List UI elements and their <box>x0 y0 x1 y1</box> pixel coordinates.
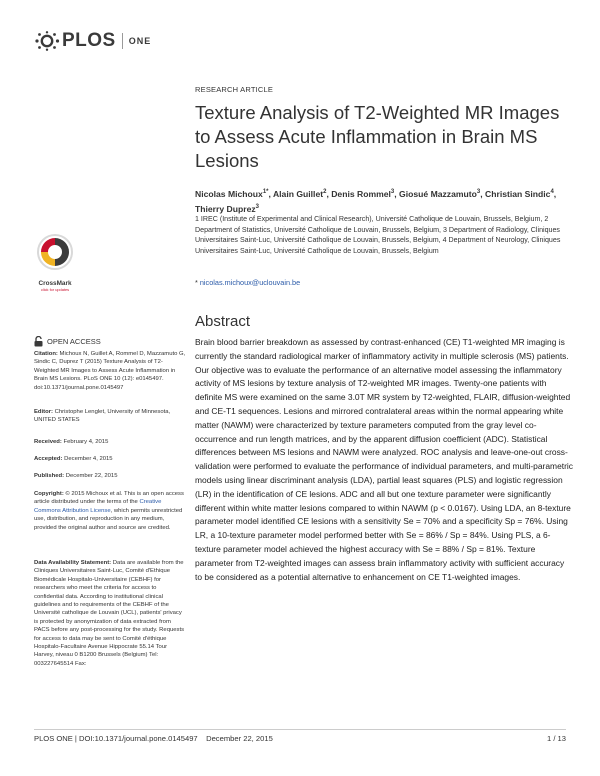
citation-label: Citation: <box>34 351 58 357</box>
crossmark-sublabel: click for updates <box>40 287 70 292</box>
data-availability-text: Data are available from the Cliniques Universitaires Saint-Luc, Comité d'Ethique Biomédicale Hospitalo-Universitaire (CEBHF) for researchers who meet the criteria for access to confidential data. According to institutional clinical guidelines and to requirements of the CEBHF of the Université catholique de Louvain (UCL), patients' privacy is protected by anonymization of data extracted from PACS before any post-processing for the study. Requests for access to data may be sent to Comité d'éthique Hospitalo-Facultaire Avenue Hippocrate 55.14 Tour Harvey, niveau 0 B1200 Brussels (Belgium) Tel: 003227645514 Fax: <box>34 560 185 667</box>
received-block <box>34 438 186 446</box>
footer-citation: PLOS ONE | DOI:10.1371/journal.pone.0145497 December 22, 2015 <box>34 734 273 743</box>
author-affiliation-marker: 2 <box>323 189 327 195</box>
published-label: Published: <box>34 473 65 479</box>
article-title: Texture Analysis of T2-Weighted MR Images to Assess Acute Inflammation in Brain MS Lesions <box>195 102 560 171</box>
copyright-block <box>34 490 186 532</box>
plos-dots-icon <box>34 31 60 51</box>
author-list: Nicolas Michoux$^{1*}$, Alain Guillet$^2$, Denis Rommel$^3$, Giosué Mazzamuto$^3$, Christian Sindic$^4$, Thierry Duprez$^3$ <box>195 188 557 214</box>
license-link[interactable]: Creative Commons Attribution License <box>34 499 162 514</box>
author-name[interactable]: Christian Sindic <box>485 188 551 199</box>
crossmark-label: CrossMark <box>38 280 72 287</box>
copyright-label: Copyright: <box>34 491 64 497</box>
page-number: 1 / 13 <box>547 734 566 743</box>
author-name[interactable]: Thierry Duprez <box>195 203 256 214</box>
editor-block <box>34 408 186 425</box>
corresponding-email <box>195 278 573 287</box>
editor-label: Editor: <box>34 409 53 415</box>
author-affiliation-marker: 1* <box>262 189 269 195</box>
author-name[interactable]: Giosué Mazzamuto <box>399 188 477 199</box>
received-date: February 4, 2015 <box>63 439 109 445</box>
author-name[interactable]: Denis Rommel <box>331 188 391 199</box>
journal-name: ONE <box>128 36 152 46</box>
logo-divider <box>122 33 123 49</box>
logo-text: PLOS <box>62 30 116 51</box>
copyright-text-end: , which permits unrestricted use, distribution, and reproduction in any medium, provided the original author and source are credited. <box>34 507 183 531</box>
published-date: December 22, 2015 <box>65 473 118 479</box>
open-access-label: OPEN ACCESS <box>47 337 101 346</box>
email-link[interactable]: nicolas.michoux@uclouvain.be <box>199 278 301 287</box>
copyright-text: © 2015 Michoux et al. This is an open access article distributed under the terms of the <box>34 491 184 506</box>
crossmark-icon <box>34 232 76 276</box>
accepted-block <box>34 455 186 463</box>
open-lock-icon <box>34 336 43 347</box>
footer-rule <box>34 729 566 730</box>
author-affiliation-marker: 4 <box>550 189 554 195</box>
accepted-label: Accepted: <box>34 456 63 462</box>
author-name[interactable]: Nicolas Michoux <box>195 188 263 199</box>
author-name[interactable]: Alain Guillet <box>272 188 324 199</box>
editor-text: Christophe Lenglet, University of Minnesota, UNITED STATES <box>34 409 171 424</box>
author-affiliation-marker: 3 <box>390 189 395 195</box>
citation-text: Michoux N, Guillet A, Rommel D, Mazzamuto G, Sindic C, Duprez T (2015) Texture Analysis of T2-Weighted MR Images to Assess Acute Inflammation in Brain MS Lesions. PLoS ONE 10 (12): e0145497. doi:10.1371/journal.pone.0145497 <box>34 351 186 391</box>
author-affiliation-marker: 3 <box>255 203 259 210</box>
author-affiliation-marker: 3 <box>476 189 481 195</box>
article-type: RESEARCH ARTICLE <box>195 85 274 94</box>
published-block <box>34 472 186 480</box>
open-access-badge <box>34 336 186 347</box>
abstract-body: Brain blood barrier breakdown as assessed by contrast-enhanced (CE) T1-weighted MR imaging is currently the standard radiological marker of inflammatory activity in multiple sclerosis (MS) patients. Our objective was to evaluate the performance of an alternative model assessing the inflammatory activity of MS lesions by texture analysis of T2-weighted MR images. Twenty-one patients with definite MS were examined on the same 3.0T MR system by T2-weighted, FLAIR, diffusion-weighted and CE-T1 sequences. Lesions and mirrored contralateral areas within the normal appearing white matter (NAWM) were characterized by texture parameters computed from the gray level co-occurrence and run length matrices, and by the apparent diffusion coefficient (ADC). Statistical differences between MS lesions and NAWM were analyzed. ROC analysis and leave-one-out cross-validation were performed to evaluate the performance of individual parameters, and multi-parametric models using linear discriminant analysis (LDA), partial least squares (PLS) and logistic regression (LR) in the identification of CE lesions. ADC and all but one texture parameter were significantly different within white matter lesions compared to within NAWM (p < 0.0167). Using LDA, an 8-texture parameter model identified CE lesions with a sensitivity Se = 70% and a specificity Sp = 76%. Using LR, a 10-texture parameter model performed better with Se = 86% / Sp = 84%. Using PLS, a 6-texture parameter model achieved the highest accuracy with Se = 88% / Sp = 81%. Texture parameter from T2-weighted images can assess brain inflammatory activity with sufficient accuracy to be considered as a potential alternative to enhancement on CE T1-weighted images. <box>195 337 574 582</box>
data-availability-label: Data Availability Statement: <box>34 560 112 566</box>
accepted-date: December 4, 2015 <box>64 456 113 462</box>
abstract-heading: Abstract <box>195 313 251 330</box>
affiliations: 1 IREC (Institute of Experimental and Clinical Research), Université Catholique de Louvain, Brussels, Belgium, 2 Department of Statistics, Université Catholique de Louvain, Brussels, Belgium, 3 Department of Radiology, Cliniques Universitaires Saint-Luc, Université Catholique de Louvain, Brussels, Belgium, 4 Department of Neurology, Cliniques Universitaires Saint-Luc, Université Catholique de Louvain, Brussels, Belgium <box>195 215 561 255</box>
received-label: Received: <box>34 439 62 445</box>
plos-one-logo <box>34 30 151 52</box>
corresponding-marker: * <box>195 278 198 287</box>
crossmark-badge[interactable] <box>34 232 76 290</box>
data-availability-block <box>34 559 186 668</box>
citation-block <box>34 350 186 392</box>
